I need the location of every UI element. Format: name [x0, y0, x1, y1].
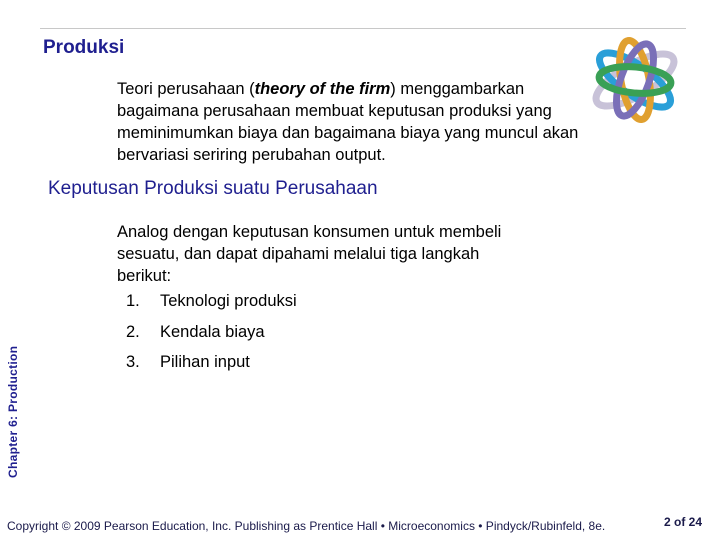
- section-subheading: Keputusan Produksi suatu Perusahaan: [48, 178, 378, 199]
- chapter-label: Chapter 6: Production: [6, 345, 20, 478]
- list-item: [126, 353, 297, 384]
- page-number: 2 of 24: [664, 515, 703, 529]
- intro-emphasis: theory of the firm: [254, 80, 391, 98]
- list-item: [126, 292, 297, 323]
- step-number: 2.: [126, 322, 140, 341]
- step-number: 3.: [126, 353, 140, 371]
- interlocking-rings-icon: [582, 30, 688, 130]
- list-item: [126, 323, 297, 354]
- analogy-paragraph: Analog dengan keputusan konsumen untuk membeli sesuatu, dan dapat dipahami melalui tiga langkah berikut:: [117, 223, 502, 285]
- top-rule: [40, 28, 686, 29]
- copyright-footer: Copyright © 2009 Pearson Education, Inc. Publishing as Prentice Hall • Microeconomics • Pindyck/Rubinfeld, 8e.: [7, 519, 606, 533]
- slide-title: Produksi: [43, 37, 125, 58]
- intro-text-after: ) menggambarkan bagaimana perusahaan membuat keputusan produksi yang meminimumkan biaya dan bagaimana biaya yang muncul akan bervariasi seriring perubahan output.: [117, 80, 579, 164]
- step-text: Teknologi produksi: [160, 292, 297, 310]
- step-text: Pilihan input: [160, 353, 250, 371]
- step-number: 1.: [126, 292, 140, 310]
- intro-text-before: Teori perusahaan (: [117, 80, 255, 98]
- intro-paragraph: [117, 78, 587, 166]
- step-text: Kendala biaya: [160, 322, 265, 341]
- steps-list: [126, 292, 297, 384]
